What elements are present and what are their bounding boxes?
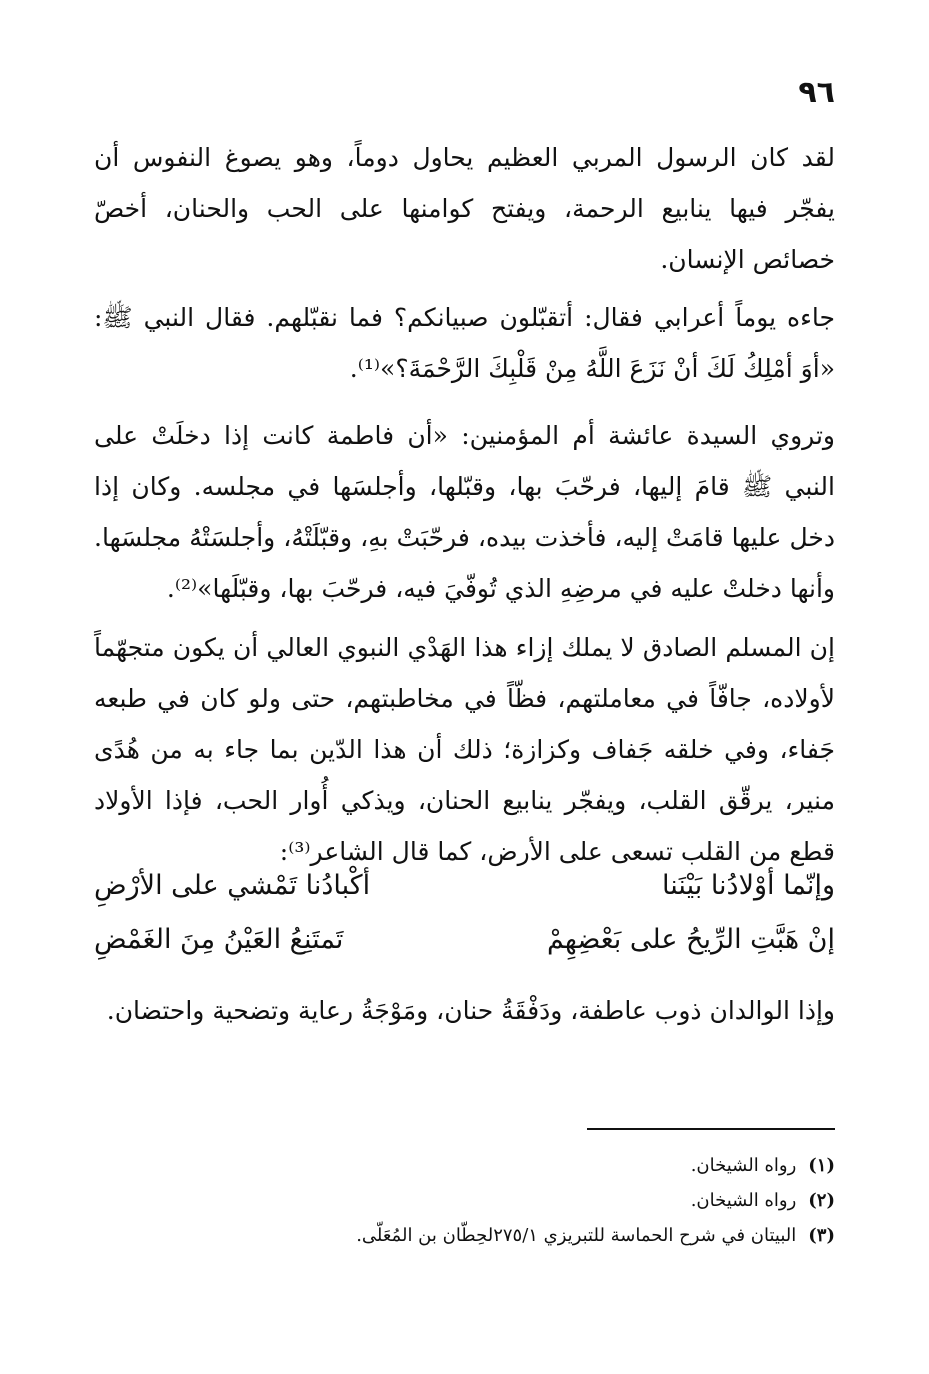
poem-second-hemistich: تَمتَنِعُ العَيْنُ مِنَ الغَمْضِ bbox=[94, 924, 344, 955]
paragraph-4: إن المسلم الصادق لا يملك إزاء هذا الهَدْي النبوي العالي أن يكون متجهّماً لأولاده، جافّاً في معاملتهم، فظّاً في مخاطبتهم، حتى ولو كان في طبعه جَفاء، وفي خلقه جَفاف وكزازة؛ ذلك أن هذا الدّين بما جاء به من هُدًى منير، يرقّق القلب، ويفجّر ينابيع الحنان، ويذكي أُوار الحب، فإذا الأولاد قطع من القلب تسعى على الأرض، كما قال الشاعر⁽³⁾: bbox=[94, 633, 835, 866]
paragraph-1: لقد كان الرسول المربي العظيم يحاول دوماً، وهو يصوغ النفوس أن يفجّر فيها ينابيع الرحمة، ويفتح كوامنها على الحب والحنان، أخصّ خصائص الإنسان. bbox=[94, 143, 835, 274]
paragraph-2: جاءه يوماً أعرابي فقال: أتقبّلون صبيانكم؟ فما نقبّلهم. فقال النبي ﷺ: «أوَ أمْلِكُ لَكَ أنْ نَزَعَ اللَّهُ مِنْ قَلْبِكَ الرَّحْمَةَ؟»⁽¹⁾. bbox=[94, 303, 835, 383]
paragraph-3: وتروي السيدة عائشة أم المؤمنين: «أن فاطمة كانت إذا دخلَتْ على النبي ﷺ قامَ إليها، فرحّبَ بها، وقبّلها، وأجلسَها في مجلسه. وكان إذا دخل عليها قامَتْ إليه، فأخذت بيده، فرحّبَتْ بهِ، وقبّلَتْهُ، وأجلسَتْهُ مجلسَها. وأنها دخلتْ عليه في مرضِهِ الذي تُوفّيَ فيه، فرحّبَ بها، وقبّلَها»⁽²⁾. bbox=[94, 421, 835, 603]
poem-second-hemistich: أكْبادُنا تَمْشي على الأرْضِ bbox=[94, 870, 371, 901]
footnote-text: رواه الشيخان. bbox=[690, 1155, 797, 1176]
footnote-divider bbox=[587, 1128, 835, 1130]
footnote bbox=[94, 1218, 835, 1253]
poem-verse bbox=[94, 912, 835, 967]
poem-first-hemistich: وإنّما أوْلادُنا بَيْنَنا bbox=[662, 870, 835, 901]
footnote-text: رواه الشيخان. bbox=[690, 1190, 797, 1211]
footnote-text: البيتان في شرح الحماسة للتبريزي ٢٧٥/١لحِطّان بن المُعَلّى. bbox=[356, 1225, 797, 1246]
footnote bbox=[94, 1183, 835, 1218]
page-number: ٩٦ bbox=[798, 75, 835, 110]
footnote bbox=[94, 1148, 835, 1183]
poem-first-hemistich: إنْ هَبَّتِ الرِّيحُ على بَعْضِهِمْ bbox=[546, 924, 835, 955]
poem-verse bbox=[94, 858, 835, 913]
paragraph-5: وإذا الوالدان ذوب عاطفة، ودَفْقَةُ حنان، ومَوْجَةُ رعاية وتضحية واحتضان. bbox=[106, 996, 835, 1025]
footnotes bbox=[94, 1148, 835, 1253]
footnote-number: (١) bbox=[808, 1155, 835, 1176]
footnote-number: (٣) bbox=[808, 1225, 835, 1246]
footnote-number: (٢) bbox=[808, 1190, 835, 1211]
